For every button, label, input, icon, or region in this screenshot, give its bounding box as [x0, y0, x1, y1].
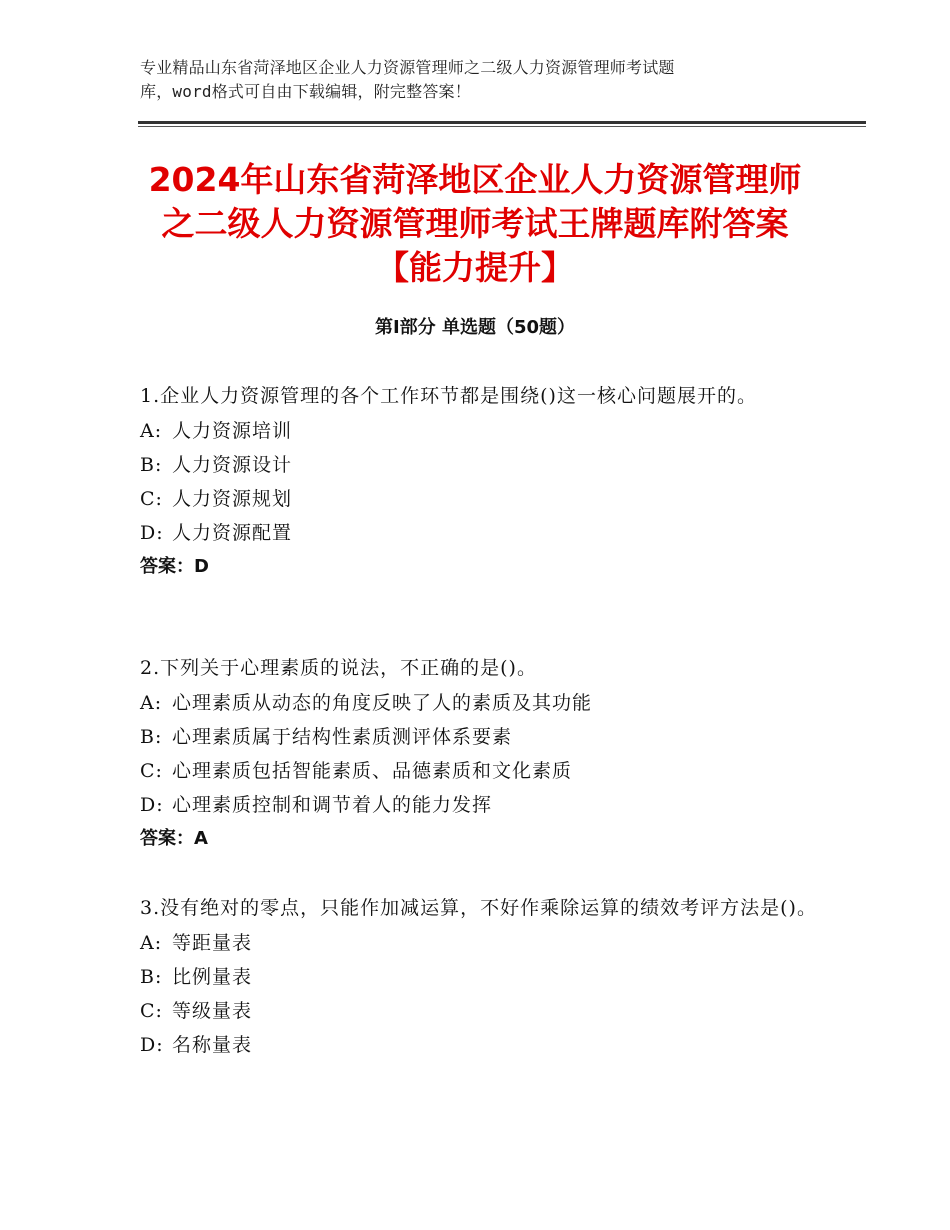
option-letter: C:: [140, 1000, 163, 1022]
question-stem: 3.没有绝对的零点，只能作加减运算，不好作乘除运算的绩效考评方法是()。: [140, 897, 817, 919]
option-letter: D:: [140, 1034, 164, 1056]
option-text: 心理素质控制和调节着人的能力发挥: [172, 794, 493, 816]
question-option-a: [140, 414, 820, 448]
option-letter: A:: [140, 932, 163, 954]
option-letter: D:: [140, 794, 164, 816]
question-option-b: [140, 720, 820, 754]
question-option-c: [140, 754, 820, 788]
option-letter: B:: [140, 966, 163, 988]
header-divider-thin: [138, 126, 866, 127]
section-heading: 第Ⅰ部分 单选题（50题）: [374, 317, 575, 338]
header-divider-thick: [138, 121, 866, 124]
question-option-d: [140, 1028, 820, 1062]
option-text: 心理素质属于结构性素质测评体系要素: [172, 726, 513, 748]
option-letter: C:: [140, 760, 163, 782]
option-text: 心理素质包括智能素质、品德素质和文化素质: [172, 760, 573, 782]
option-text: 人力资源设计: [172, 454, 293, 476]
question-option-b: [140, 960, 820, 994]
question-option-c: [140, 994, 820, 1028]
question-option-c: [140, 482, 820, 516]
question-option-a: [140, 686, 820, 720]
option-letter: B:: [140, 726, 163, 748]
document-title: [120, 158, 830, 290]
question-answer: 答案：D: [140, 556, 209, 577]
document-title-line-2: 之二级人力资源管理师考试王牌题库附答案: [161, 204, 789, 243]
option-letter: B:: [140, 454, 163, 476]
question-2: [140, 652, 820, 856]
header-note-line-2: 库，word格式可自由下载编辑，附完整答案！: [140, 82, 471, 101]
question-option-d: [140, 788, 820, 822]
question-answer: 答案：A: [140, 828, 208, 849]
document-title-line-1: 2024年山东省菏泽地区企业人力资源管理师: [148, 160, 802, 199]
header-note-line-1: 专业精品山东省菏泽地区企业人力资源管理师之二级人力资源管理师考试题: [140, 58, 675, 77]
option-text: 人力资源规划: [172, 488, 293, 510]
option-text: 比例量表: [172, 966, 253, 988]
option-text: 等距量表: [172, 932, 253, 954]
option-text: 心理素质从动态的角度反映了人的素质及其功能: [172, 692, 593, 714]
option-text: 等级量表: [172, 1000, 253, 1022]
question-stem: 2.下列关于心理素质的说法，不正确的是()。: [140, 657, 537, 679]
header-note: [140, 56, 780, 104]
option-text: 人力资源培训: [172, 420, 293, 442]
option-text: 人力资源配置: [172, 522, 293, 544]
document-title-line-3: 【能力提升】: [376, 248, 574, 287]
question-option-d: [140, 516, 820, 550]
option-letter: D:: [140, 522, 164, 544]
option-text: 名称量表: [172, 1034, 253, 1056]
question-option-a: [140, 926, 820, 960]
question-3: [140, 892, 820, 1062]
question-option-b: [140, 448, 820, 482]
question-stem: 1.企业人力资源管理的各个工作环节都是围绕()这一核心问题展开的。: [140, 385, 757, 407]
option-letter: A:: [140, 420, 163, 442]
option-letter: A:: [140, 692, 163, 714]
option-letter: C:: [140, 488, 163, 510]
question-1: [140, 380, 820, 584]
